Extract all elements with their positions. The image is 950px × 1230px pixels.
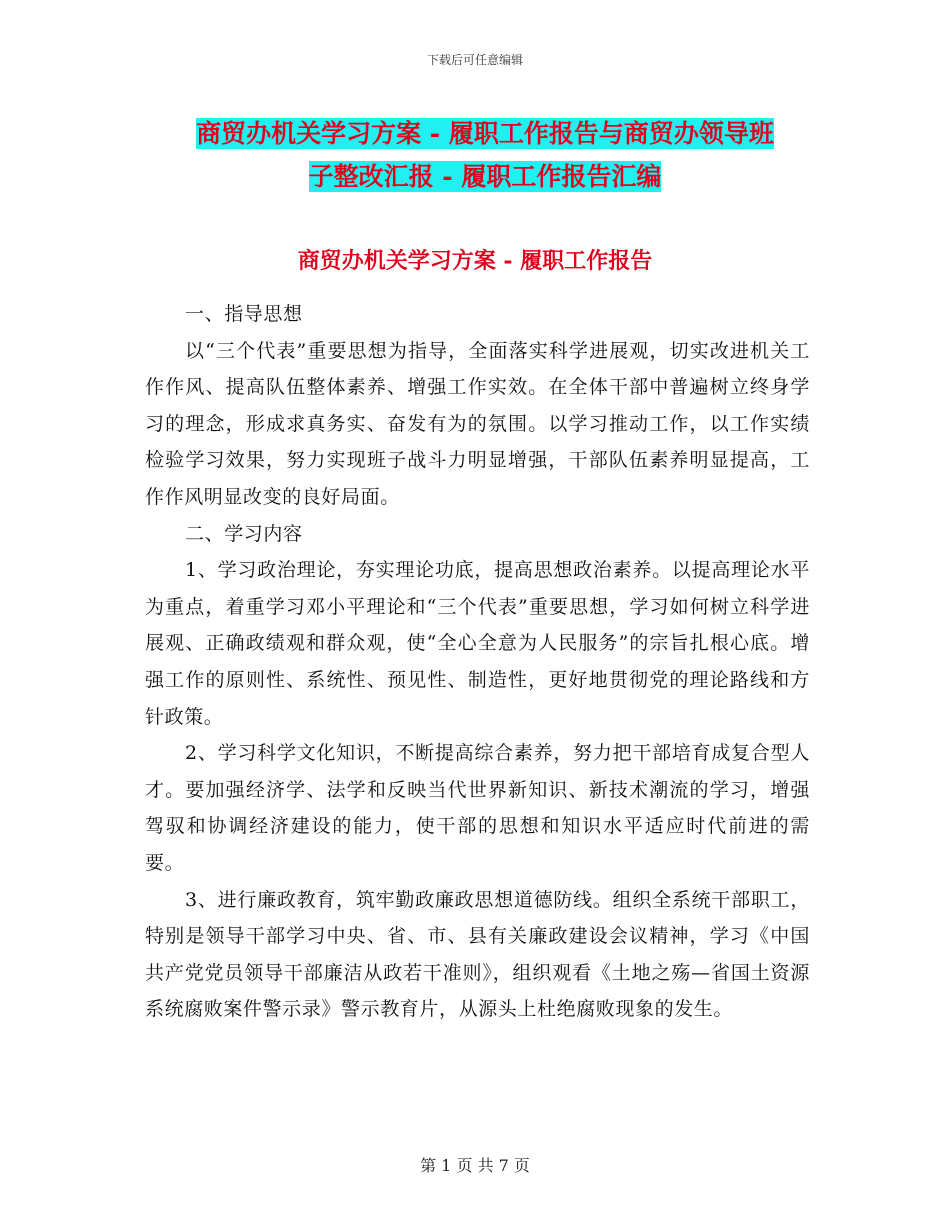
heading-study-content: 二、学习内容 xyxy=(185,522,303,545)
document-title xyxy=(140,112,830,198)
paragraph-political-theory: 1、学习政治理论，夯实理论功底，提高思想政治素养。以提高理论水平为重点，着重学习邓小平理论和“三个代表”重要思想，学习如何树立科学进展观、正确政绩观和群众观，使“全心全意为人民服务”的宗旨扎根心底。增强工作的原则性、系统性、预见性、制造性，更好地贯彻党的理论路线和方针政策。 xyxy=(145,559,810,728)
paragraph-guiding-ideology: 以“三个代表”重要思想为指导，全面落实科学进展观，切实改进机关工作作风、提高队伍整体素养、增强工作实效。在全体干部中普遍树立终身学习的理念，形成求真务实、奋发有为的氛围。以学习推动工作，以工作实绩检验学习效果，努力实现班子战斗力明显增强，干部队伍素养明显提高，工作作风明显改变的良好局面。 xyxy=(145,339,810,508)
paragraph-integrity-education: 3、进行廉政教育，筑牢勤政廉政思想道德防线。组织全系统干部职工，特别是领导干部学习中央、省、市、县有关廉政建设会议精神，学习《中国共产党党员领导干部廉洁从政若干准则》，组织观看《土地之殇—省国土资源系统腐败案件警示录》警示教育片，从源头上杜绝腐败现象的发生。 xyxy=(145,888,810,1021)
section-title: 商贸办机关学习方案 - 履职工作报告 xyxy=(297,248,653,274)
title-line-2: 子整改汇报 - 履职工作报告汇编 xyxy=(308,162,662,191)
paragraph-science-culture: 2、学习科学文化知识，不断提高综合素养，努力把干部培育成复合型人才。要加强经济学、法学和反映当代世界新知识、新技术潮流的学习，增强驾驭和协调经济建设的能力，使干部的思想和知识水平适应时代前进的需要。 xyxy=(145,742,810,874)
title-line-1: 商贸办机关学习方案 - 履职工作报告与商贸办领导班 xyxy=(196,119,774,148)
heading-guiding-ideology: 一、指导思想 xyxy=(185,303,303,325)
page-number: 第 1 页 共 7 页 xyxy=(420,1156,530,1175)
document-body xyxy=(145,296,810,1028)
download-note: 下载后可任意编辑 xyxy=(426,53,523,67)
